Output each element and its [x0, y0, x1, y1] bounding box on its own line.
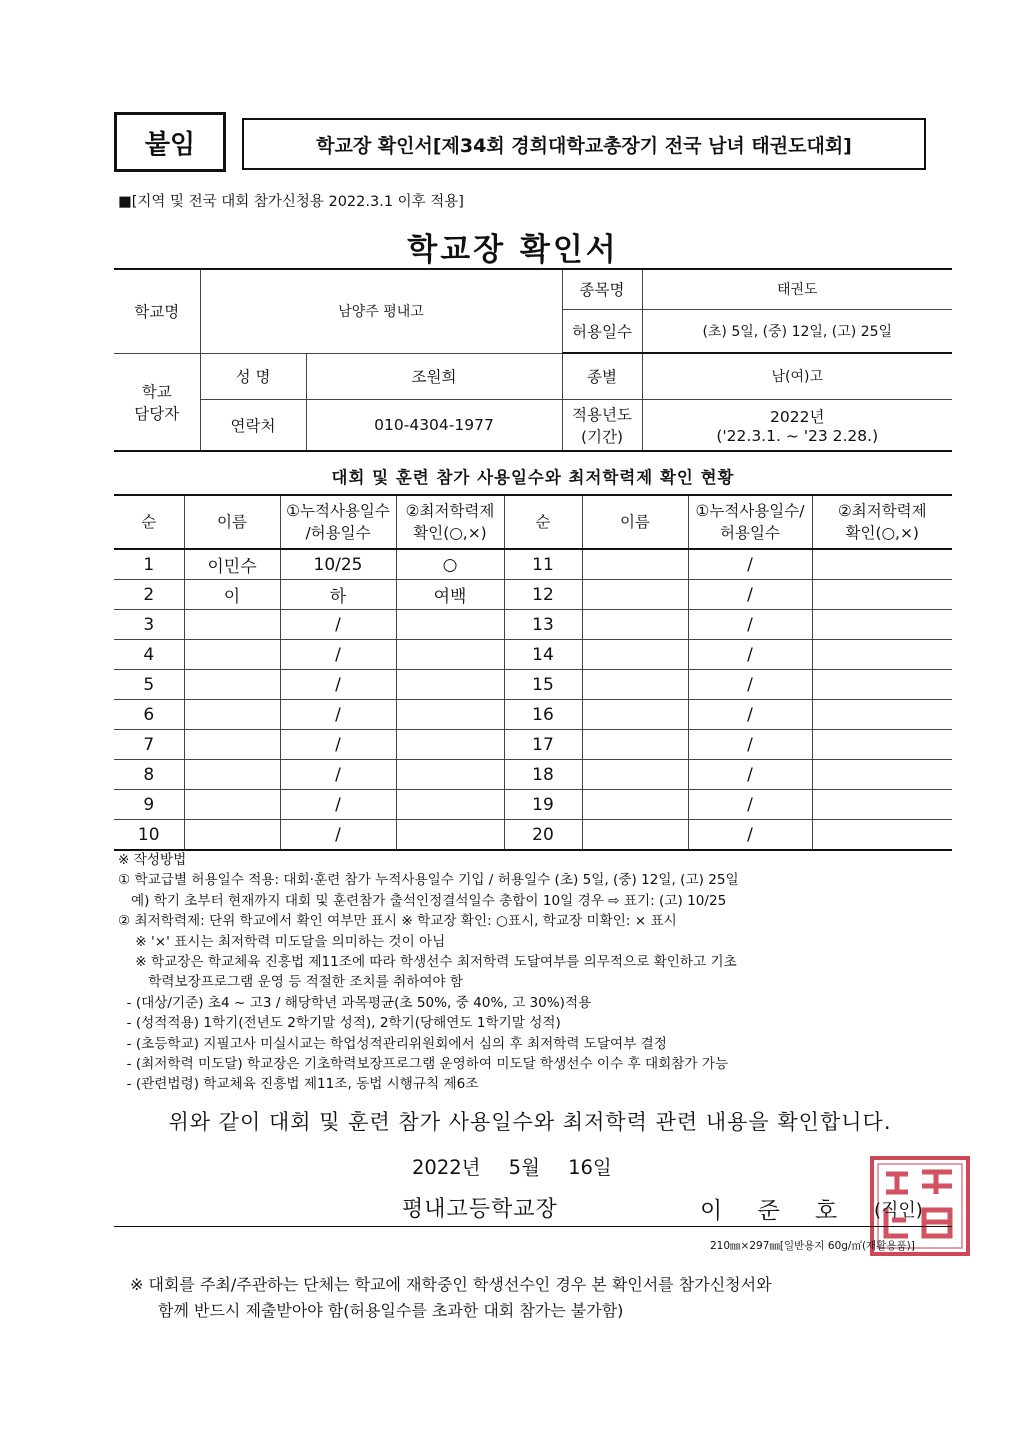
cell-min-right [812, 700, 952, 730]
cell-min-left [396, 610, 504, 640]
header-days-right [688, 495, 812, 549]
header-days-left-line1: ①누적사용일수 [286, 502, 390, 520]
note-line: - (성적적용) 1학기(전년도 2학기말 성적), 2학기(당해연도 1학기말 성적) [118, 1015, 561, 1032]
cell-min-left: 여백 [396, 580, 504, 610]
cell-name-right [582, 760, 688, 790]
cell-min-left [396, 760, 504, 790]
table-row [114, 820, 952, 851]
table-row [114, 700, 952, 730]
cell-days-right: / [688, 700, 812, 730]
cell-days-left: / [280, 640, 396, 670]
note-line: ① 학교급별 허용일수 적용: 대회·훈련 참가 누적사용일수 기입 / 허용일수 (초) 5일, (중) 12일, (고) 25일 [118, 872, 739, 889]
cell-name-left [184, 760, 280, 790]
cell-days-right: / [688, 549, 812, 580]
cell-no-left: 2 [114, 580, 184, 610]
year-value [642, 399, 952, 451]
cell-min-right [812, 730, 952, 760]
footnote [130, 1272, 950, 1324]
note-line: ※ 작성방법 [118, 852, 187, 868]
staff-label-line2: 담당자 [134, 404, 180, 423]
cell-no-left: 8 [114, 760, 184, 790]
cell-no-left: 4 [114, 640, 184, 670]
cell-no-left: 1 [114, 549, 184, 580]
allowed-days-label: 허용일수 [562, 309, 642, 353]
cell-days-left: 10/25 [280, 549, 396, 580]
table-row [114, 670, 952, 700]
cell-name-left [184, 640, 280, 670]
year-label-line2: (기간) [580, 427, 624, 446]
cell-days-left: / [280, 790, 396, 820]
cell-name-left [184, 610, 280, 640]
gender-label: 종별 [562, 353, 642, 399]
cell-no-right: 20 [504, 820, 582, 851]
name-label: 성 명 [200, 353, 306, 399]
note-line: ② 최저학력제: 단위 학교에서 확인 여부만 표시 ※ 학교장 확인: ○표시, 학교장 미확인: × 표시 [118, 913, 677, 930]
cell-days-right: / [688, 730, 812, 760]
year-label [562, 399, 642, 451]
header-days-right-line1: ①누적사용일수/ [695, 502, 805, 520]
cell-days-right: / [688, 760, 812, 790]
cell-no-right: 16 [504, 700, 582, 730]
cell-min-left [396, 790, 504, 820]
cell-min-right [812, 820, 952, 851]
cell-min-left [396, 820, 504, 851]
contact-label: 연락처 [200, 399, 306, 451]
header-days-left [280, 495, 396, 549]
signature-date: 2022년 5월 16일 [412, 1156, 612, 1179]
cell-no-left: 3 [114, 610, 184, 640]
note-line: 예) 학기 초부터 현재까지 대회 및 훈련참가 출석인정결석일수 총합이 10일 경우 ⇨ 표기: (고) 10/25 [118, 892, 727, 909]
note-line: - (관련법령) 학교체육 진흥법 제11조, 동법 시행규칙 제6조 [118, 1076, 479, 1093]
cell-min-right [812, 760, 952, 790]
name-value: 조원희 [306, 353, 562, 399]
note-line: ※ 학교장은 학교체육 진흥법 제11조에 따라 학생선수 최저학력 도달여부를 의무적으로 확인하고 기초 [118, 954, 737, 971]
note-line: 학력보장프로그램 운영 등 적절한 조치를 취하여야 함 [118, 974, 464, 991]
cell-min-right [812, 610, 952, 640]
cell-min-left [396, 700, 504, 730]
cell-min-left [396, 640, 504, 670]
scope-note: ■[지역 및 전국 대회 참가신청용 2022.3.1 이후 적용] [118, 194, 464, 210]
cell-name-right [582, 549, 688, 580]
cell-days-left: / [280, 760, 396, 790]
cell-no-right: 15 [504, 670, 582, 700]
header-no-right: 순 [504, 495, 582, 549]
gender-value: 남(여)고 [642, 353, 952, 399]
table-row [114, 730, 952, 760]
footnote-line1: ※ 대회를 주최/주관하는 단체는 학교에 재학중인 학생선수인 경우 본 확인서를 참가신청서와 [130, 1275, 772, 1294]
header-min-left [396, 495, 504, 549]
cell-name-right [582, 610, 688, 640]
cell-min-left [396, 730, 504, 760]
cell-min-left: ○ [396, 549, 504, 580]
cell-min-right [812, 790, 952, 820]
year-value-line1: 2022년 [770, 407, 825, 426]
contact-value: 010-4304-1977 [306, 399, 562, 451]
seal-label: (직인) [874, 1200, 923, 1221]
cell-no-right: 14 [504, 640, 582, 670]
header-name-right: 이름 [582, 495, 688, 549]
note-line: - (최저학력 미도달) 학교장은 기초학력보장프로그램 운영하여 미도달 학생선수 이수 후 대회참가 가능 [118, 1056, 729, 1073]
cell-no-left: 9 [114, 790, 184, 820]
cell-name-right [582, 580, 688, 610]
note-line: - (초등학교) 지필고사 미실시교는 학업성적관리위원회에서 심의 후 최저학력 도달여부 결정 [118, 1035, 667, 1052]
footnote-line2: 함께 반드시 제출받아야 함(허용일수를 초과한 대회 참가는 불가함) [158, 1301, 624, 1320]
cell-no-left: 10 [114, 820, 184, 851]
header-min-right [812, 495, 952, 549]
cell-days-left: / [280, 610, 396, 640]
header-no-left: 순 [114, 495, 184, 549]
cell-no-right: 17 [504, 730, 582, 760]
school-info-table [114, 268, 952, 452]
cell-days-left: 하 [280, 580, 396, 610]
cell-name-left [184, 700, 280, 730]
cell-days-right: / [688, 580, 812, 610]
cell-no-right: 18 [504, 760, 582, 790]
header-min-right-line1: ②최저학력제 [837, 502, 927, 520]
cell-name-left [184, 670, 280, 700]
cell-no-right: 19 [504, 790, 582, 820]
cell-min-right [812, 549, 952, 580]
table-row [114, 760, 952, 790]
cell-days-left: / [280, 730, 396, 760]
instructions-notes [118, 850, 958, 1095]
document-title: 학교장 확인서[제34회 경희대학교총장기 전국 남녀 태권도대회] [242, 118, 926, 170]
school-principal-title: 평내고등학교장 [402, 1197, 558, 1222]
cell-name-left [184, 730, 280, 760]
header-min-left-line2: 확인(○,×) [413, 524, 487, 542]
paper-spec: 210㎜×297㎜[일반용지 60g/㎡(재활용품)] [710, 1240, 915, 1252]
cell-name-right [582, 730, 688, 760]
cell-days-right: / [688, 670, 812, 700]
year-label-line1: 적용년도 [572, 405, 632, 424]
note-line: - (대상/기준) 초4 ~ 고3 / 해당학년 과목평균(초 50%, 중 40%, 고 30%)적용 [118, 994, 592, 1011]
table-row [114, 610, 952, 640]
table-row [114, 549, 952, 580]
cell-name-right [582, 700, 688, 730]
header-days-left-line2: /허용일수 [305, 524, 371, 542]
principal-name: 이 준 호 [700, 1198, 852, 1224]
cell-days-right: / [688, 820, 812, 851]
main-title: 학교장 확인서 [407, 232, 619, 268]
event-label: 종목명 [562, 269, 642, 309]
allowed-days-value: (초) 5일, (중) 12일, (고) 25일 [642, 309, 952, 353]
cell-min-left [396, 670, 504, 700]
year-value-line2: ('22.3.1. ~ '23 2.28.) [716, 426, 879, 445]
cell-name-left: 이 [184, 580, 280, 610]
cell-no-right: 13 [504, 610, 582, 640]
divider [114, 1226, 952, 1227]
header-name-left: 이름 [184, 495, 280, 549]
table-row [114, 790, 952, 820]
cell-min-right [812, 670, 952, 700]
cell-name-right [582, 640, 688, 670]
note-line: ※ '×' 표시는 최저학력 미도달을 의미하는 것이 아님 [118, 933, 446, 950]
cell-name-left: 이민수 [184, 549, 280, 580]
cell-no-left: 5 [114, 670, 184, 700]
header-min-right-line2: 확인(○,×) [845, 524, 919, 542]
table-row [114, 580, 952, 610]
cell-min-right [812, 580, 952, 610]
staff-label-line1: 학교 [141, 382, 172, 401]
attachment-label: 붙임 [114, 112, 226, 172]
usage-table [114, 494, 952, 851]
cell-min-right [812, 640, 952, 670]
header-days-right-line2: 허용일수 [720, 524, 780, 542]
school-value: 남양주 평내고 [200, 269, 562, 353]
cell-days-right: / [688, 610, 812, 640]
cell-days-left: / [280, 820, 396, 851]
cell-name-right [582, 820, 688, 851]
status-title: 대회 및 훈련 참가 사용일수와 최저학력제 확인 현황 [331, 468, 735, 487]
staff-label [114, 353, 200, 451]
cell-days-left: / [280, 670, 396, 700]
cell-days-left: / [280, 700, 396, 730]
cell-days-right: / [688, 640, 812, 670]
cell-no-right: 12 [504, 580, 582, 610]
table-row [114, 640, 952, 670]
confirmation-statement: 위와 같이 대회 및 훈련 참가 사용일수와 최저학력 관련 내용을 확인합니다. [168, 1110, 892, 1134]
cell-no-left: 7 [114, 730, 184, 760]
cell-days-right: / [688, 790, 812, 820]
cell-no-right: 11 [504, 549, 582, 580]
cell-name-right [582, 670, 688, 700]
header-min-left-line1: ②최저학력제 [405, 502, 495, 520]
school-label: 학교명 [114, 269, 200, 353]
cell-no-left: 6 [114, 700, 184, 730]
event-value: 태권도 [642, 269, 952, 309]
cell-name-left [184, 820, 280, 851]
cell-name-right [582, 790, 688, 820]
cell-name-left [184, 790, 280, 820]
